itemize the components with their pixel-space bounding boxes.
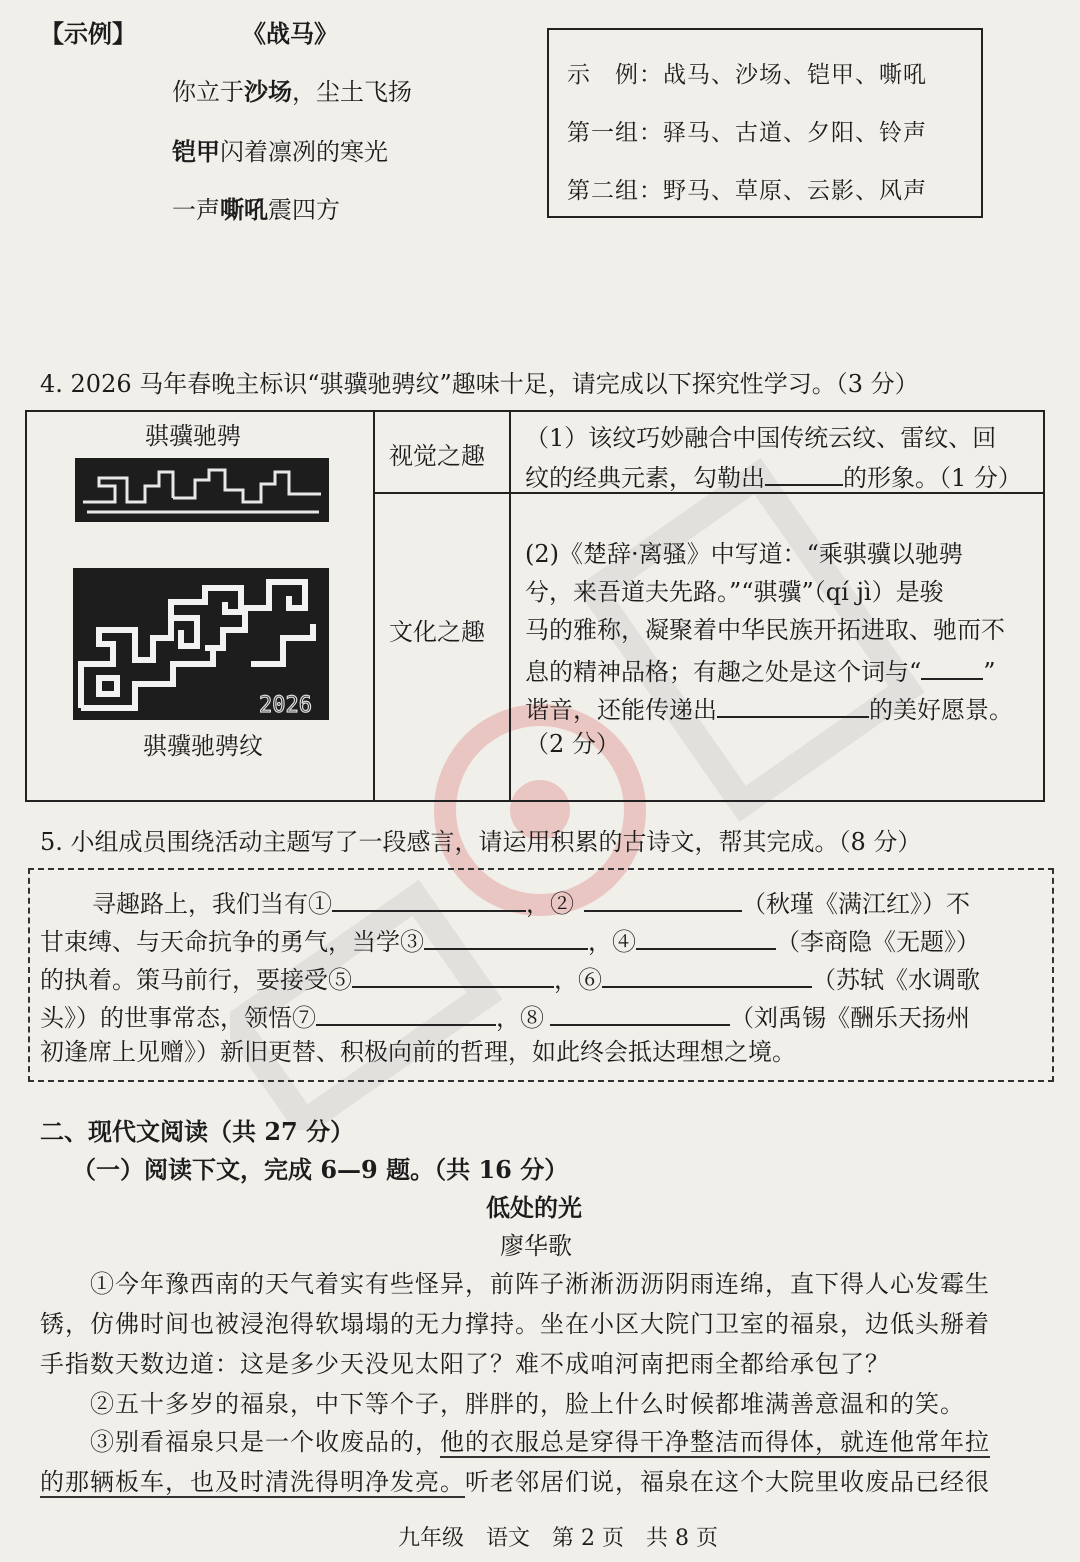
row2-label: 文化之趣 [389,618,485,646]
row2-line1: (2)《楚辞·离骚》中写道：“乘骐骥以驰骋 [525,540,963,568]
para2: ②五十多岁的福泉，中下等个子，胖胖的，脸上什么时候都堆满善意温和的笑。 [90,1390,965,1418]
q5-line-5: 初逢席上见赠》）新旧更替、积极向前的哲理，如此终会抵达理想之境。 [40,1038,796,1066]
section-heading: 二、现代文阅读（共 27 分） [40,1117,355,1146]
pattern-large-image [73,568,329,720]
poem-line-1: 你立于沙场，尘土飞扬 [172,77,412,106]
underlined-sentence: 他的衣服总是穿得干净整洁而得体，就连他常年拉 [440,1428,990,1456]
example-row: 示 例：战马、沙场、铠甲、嘶吼 [567,62,927,88]
example-word-box [547,28,983,218]
para1-line1: ①今年豫西南的天气着实有些怪异，前阵子淅淅沥沥阴雨连绵，直下得人心发霉生 [90,1270,990,1298]
pattern-year: 2026 [259,693,312,718]
q5-line-2: 甘束缚、与天命抗争的勇气，当学③ ，④ （李商隐《无题》） [40,928,980,956]
para1-line3: 手指数天数边道：这是多少天没见太阳了？难不成咱河南把雨全都给承包了？ [40,1350,890,1378]
example-tag: 【示例】 [40,19,136,48]
q5-passage-box [28,868,1054,1082]
q5-blank-4[interactable] [636,926,776,950]
row2-line5: 谐音，还能传递出 的美好愿景。 [525,696,1013,724]
row1-label: 视觉之趣 [389,442,485,470]
q5-stem: 5. 小组成员围绕活动主题写了一段感言，请运用积累的古诗文，帮其完成。（8 分） [40,828,922,856]
q4-table [25,410,1045,802]
row1-line2: 纹的经典元素，勾勒出 的形象。（1 分） [525,464,1022,492]
pattern-small-image [75,458,329,522]
q5-blank-8[interactable] [550,1002,730,1026]
q5-blank-6[interactable] [602,964,812,988]
row2-line6: （2 分） [525,730,620,758]
article-title: 低处的光 [486,1193,582,1222]
group2-row: 第二组：野马、草原、云影、风声 [567,178,927,204]
q5-blank-7[interactable] [316,1002,496,1026]
section-subheading: （一）阅读下文，完成 6—9 题。（共 16 分） [72,1155,569,1184]
example-title: 《战马》 [242,19,338,48]
q5-line-1: 寻趣路上，我们当有① ，② （秋瑾《满江红》）不 [92,890,970,918]
q5-blank-5[interactable] [352,964,554,988]
row2-line2: 兮，来吾道夫先路。”“骐骥”（qí jì）是骏 [525,578,944,606]
pattern-caption-top: 骐骥驰骋 [145,422,241,450]
pattern-caption-bottom: 骐骥驰骋纹 [143,732,263,760]
q4-answer-blank-1[interactable] [765,462,843,486]
row2-line3: 马的雅称，凝聚着中华民族开拓进取、驰而不 [525,616,1005,644]
q5-blank-1[interactable] [332,888,526,912]
q5-line-4: 头》）的世事常态，领悟⑦ ，⑧ （刘禹锡《酬乐天扬州 [40,1004,970,1032]
poem-line-2: 铠甲闪着凛冽的寒光 [172,137,388,166]
q4-answer-blank-3[interactable] [717,694,869,718]
row1-line1: （1）该纹巧妙融合中国传统云纹、雷纹、回 [525,424,997,452]
para3-line2: 的那辆板车，也及时清洗得明净发亮。听老邻居们说，福泉在这个大院里收废品已经很 [40,1468,990,1496]
q5-line-3: 的执着。策马前行，要接受⑤ ，⑥ （苏轼《水调歌 [40,966,980,994]
article-author: 廖华歌 [500,1232,572,1260]
q4-answer-blank-2[interactable] [921,656,983,680]
group1-row: 第一组：驿马、古道、夕阳、铃声 [567,120,927,146]
page-footer: 九年级 语文 第 2 页 共 8 页 [398,1526,718,1551]
q4-stem: 4. 2026 马年春晚主标识“骐骥驰骋纹”趣味十足，请完成以下探究性学习。（3 分） [40,370,919,398]
underlined-sentence-cont: 的那辆板车，也及时清洗得明净发亮。 [40,1468,465,1496]
para3-line1: ③别看福泉只是一个收废品的，他的衣服总是穿得干净整洁而得体，就连他常年拉 [90,1428,990,1456]
q5-blank-3[interactable] [424,926,588,950]
q5-blank-2[interactable] [584,888,742,912]
row2-line4: 息的精神品格；有趣之处是这个词与“ ” [525,658,996,686]
para1-line2: 锈，仿佛时间也被浸泡得软塌塌的无力撑持。坐在小区大院门卫室的福泉，边低头掰着 [40,1310,990,1338]
poem-line-3: 一声嘶吼震四方 [172,195,340,224]
